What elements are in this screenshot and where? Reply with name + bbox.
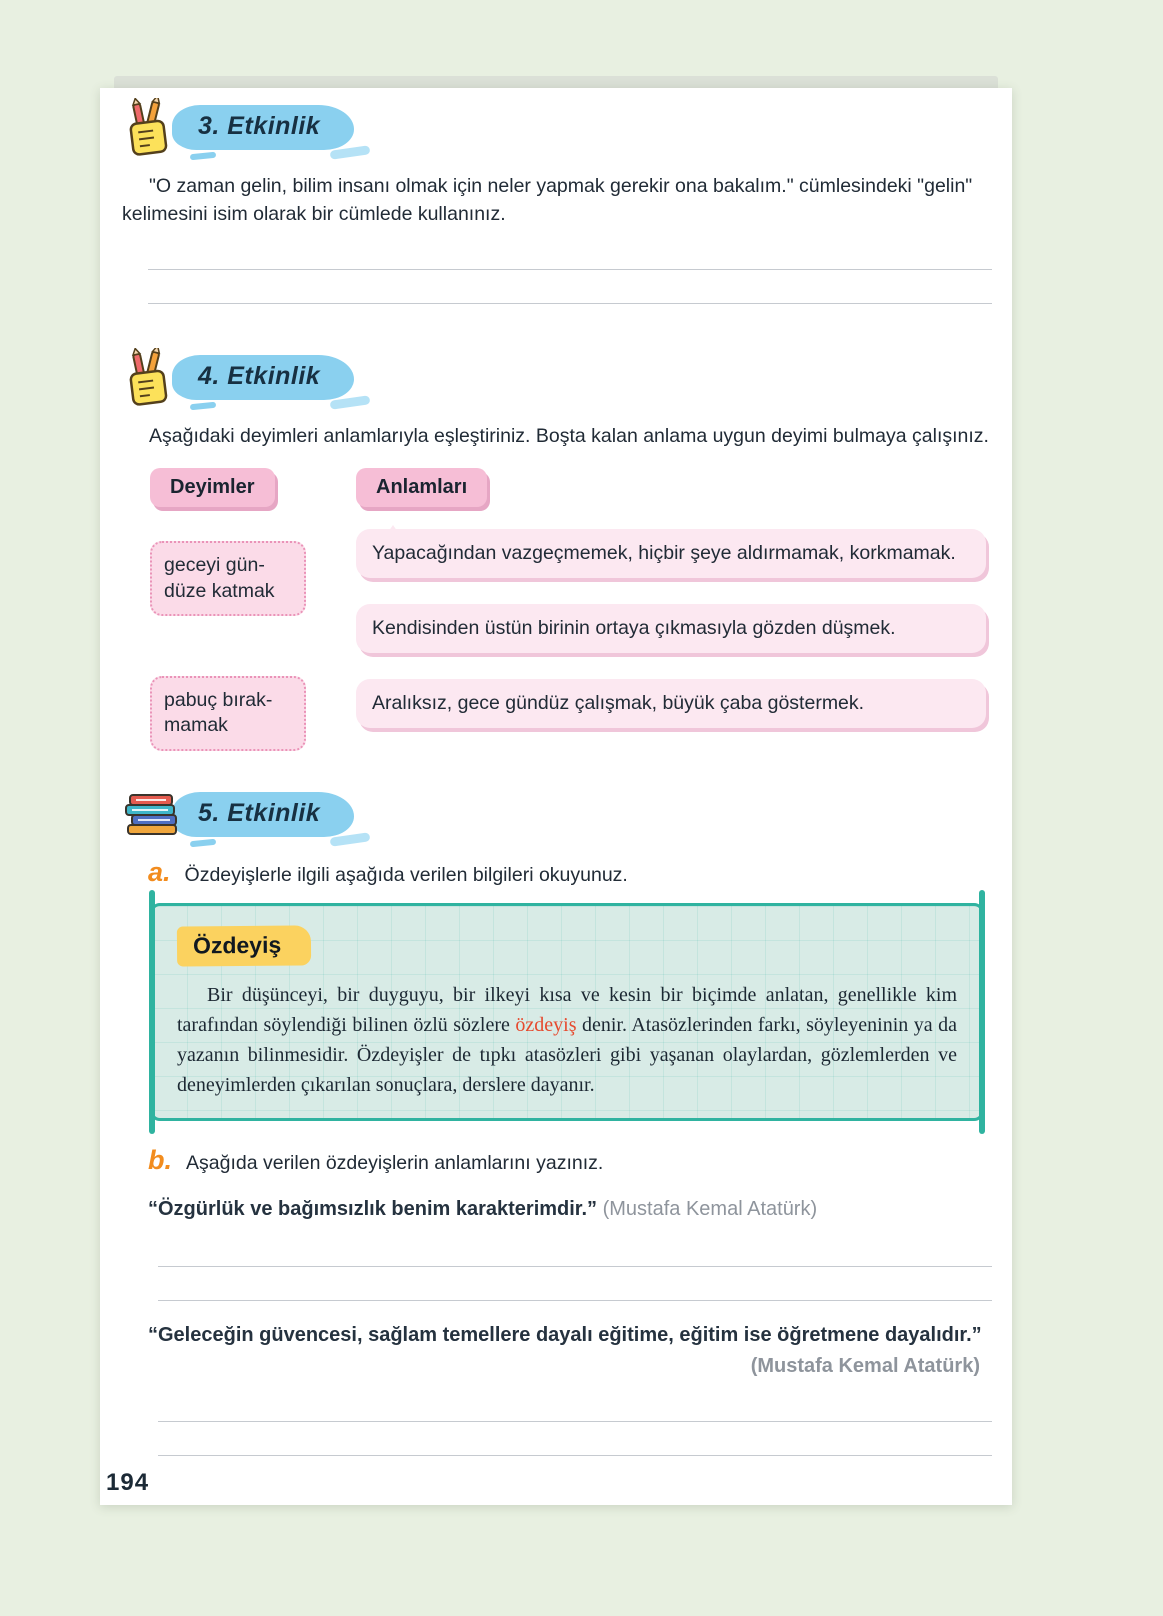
part-a-label: a. [148, 856, 171, 887]
activity-5-header [122, 789, 996, 841]
idiom-line: düze katmak [164, 579, 275, 602]
activity-3-instruction: "O zaman gelin, bilim insanı olmak için neler yapmak gerekir ona bakalım." cümlesindeki "gelin" kelimesini isim olarak bir cümlede kullanınız. [122, 175, 973, 226]
activity-4-header [122, 346, 996, 408]
part-b-text: Aşağıda verilen özdeyişlerin anlamlarını yazınız. [186, 1151, 604, 1174]
info-text-after: denir. Atasözlerinden farkı, söyleyeninin ya da yazanın bilinmesidir. Özdeyişler de tıpkı atasözleri gibi yaşanan olaylardan, gözlemlerden ve deneyimlerden çıkarılan sonuçlara, derslere dayanır. [177, 1013, 957, 1096]
activity-5-title: 5. Etkinlik [172, 792, 354, 837]
idioms-column [150, 468, 356, 750]
quote-2 [148, 1321, 986, 1349]
activity-3-answer-area [148, 236, 992, 304]
activity-3-title: 3. Etkinlik [172, 105, 354, 150]
idiom-line: pabuç bırak- [164, 688, 273, 711]
answer-line[interactable] [148, 236, 992, 270]
quote-1-text: “Özgürlük ve bağımsızlık benim karakterimdir.” [148, 1197, 603, 1220]
meaning-card[interactable]: Aralıksız, gece gündüz çalışmak, büyük çaba göstermek. [356, 679, 986, 728]
meaning-card[interactable]: Kendisinden üstün birinin ortaya çıkmasıyla gözden düşmek. [356, 604, 986, 653]
info-box-title: Özdeyiş [177, 925, 312, 966]
pencil-cup-icon [122, 97, 182, 157]
idioms-header: Deyimler [150, 468, 275, 507]
answer-line[interactable] [158, 1267, 992, 1301]
quote-1 [148, 1195, 986, 1223]
quote-1-attribution: (Mustafa Kemal Atatürk) [602, 1197, 818, 1220]
worksheet-page [100, 88, 1012, 1505]
answer-line[interactable] [148, 270, 992, 304]
page-number: 194 [106, 1469, 150, 1496]
meaning-card[interactable]: Yapacağından vazgeçmemek, hiçbir şeye aldırmamak, korkmamak. [356, 529, 986, 578]
quote-1-answer-area [158, 1233, 992, 1301]
highlighted-term: özdeyiş [515, 1013, 577, 1036]
meanings-header: Anlamları [356, 468, 487, 507]
idiom-card[interactable] [150, 676, 306, 751]
info-text-before: Bir düşünceyi, bir duyguyu, bir ilkeyi kısa ve kesin bir biçimde anlatan, genellikle kim tarafından söylendiği bilinen özlü sözlere [177, 983, 957, 1036]
pencil-cup-icon [122, 347, 182, 407]
part-a [148, 856, 996, 887]
activity-4-instruction: Aşağıdaki deyimleri anlamlarıyla eşleştiriniz. Boşta kalan anlama uygun deyimi bulmaya çalışınız. [149, 425, 989, 448]
books-icon [122, 785, 182, 845]
part-b-label: b. [148, 1144, 172, 1175]
quote-2-attribution: (Mustafa Kemal Atatürk) [750, 1354, 980, 1377]
activity-4-title: 4. Etkinlik [172, 355, 354, 400]
answer-line[interactable] [158, 1233, 992, 1267]
idiom-line: geceyi gün- [164, 554, 265, 577]
quote-2-text: “Geleceğin güvencesi, sağlam temellere dayalı eğitime, eğitim ise öğretmene dayalıdır.” [148, 1323, 982, 1346]
meanings-column [356, 468, 986, 750]
matching-exercise [150, 468, 996, 750]
answer-line[interactable] [158, 1388, 992, 1422]
answer-line[interactable] [158, 1422, 992, 1456]
idiom-line: mamak [164, 714, 228, 737]
part-b [148, 1144, 996, 1175]
ozdeyis-info-box [150, 903, 984, 1121]
idiom-card[interactable] [150, 541, 306, 616]
part-a-text: Özdeyişlerle ilgili aşağıda verilen bilgileri okuyunuz. [184, 863, 628, 886]
info-box-paragraph [177, 980, 957, 1100]
quote-2-answer-area [158, 1388, 992, 1456]
activity-3-header [122, 96, 996, 158]
